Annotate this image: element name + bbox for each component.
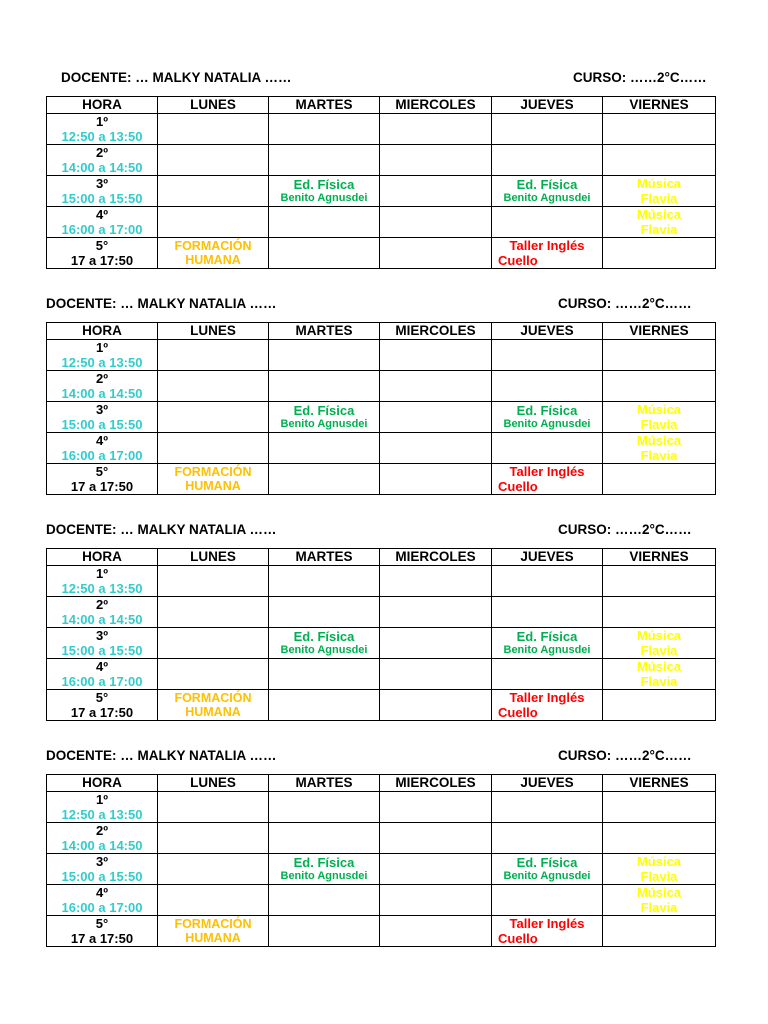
hora-time: 12:50 a 13:50 [61, 806, 143, 822]
cell-miercoles [380, 145, 492, 176]
cell-viernes [603, 690, 716, 721]
cell-lunes [158, 238, 269, 269]
cell-lunes [158, 916, 269, 947]
cell-viernes [603, 433, 716, 464]
cell-miercoles [380, 690, 492, 721]
table-row [47, 854, 716, 885]
schedule-header [46, 70, 715, 90]
table-row [47, 433, 716, 464]
hora-time: 14:00 a 14:50 [61, 837, 143, 853]
table-row [47, 176, 716, 207]
teacher-flavia: Flavia [640, 448, 678, 463]
cell-viernes [603, 659, 716, 690]
cell-miercoles [380, 371, 492, 402]
cell-viernes [603, 854, 716, 885]
cell-viernes [603, 114, 716, 145]
subject-humana: HUMANA [185, 253, 241, 267]
cell-martes [269, 628, 380, 659]
table-row [47, 885, 716, 916]
cell-jueves [492, 176, 603, 207]
teacher-cuello: Cuello [498, 705, 538, 720]
curso-label: CURSO: ……2°C…… [558, 748, 692, 763]
cell-lunes [158, 464, 269, 495]
cell-martes [269, 114, 380, 145]
cell-jueves [492, 823, 603, 854]
col-miercoles: MIERCOLES [380, 775, 492, 792]
header-row [47, 97, 716, 114]
cell-viernes [603, 238, 716, 269]
cell-miercoles [380, 854, 492, 885]
docente-label: DOCENTE: … MALKY NATALIA …… [61, 70, 292, 85]
subject-taller-ingles: Taller Inglés [509, 916, 585, 931]
cell-jueves [492, 659, 603, 690]
subject-musica: Música [636, 402, 682, 417]
table-row [47, 823, 716, 854]
col-viernes: VIERNES [603, 97, 716, 114]
schedule-block [46, 70, 715, 268]
hora-time: 16:00 a 17:00 [61, 899, 143, 915]
table-row [47, 464, 716, 495]
cell-lunes [158, 114, 269, 145]
hora-time: 15:00 a 15:50 [61, 416, 143, 432]
table-row [47, 207, 716, 238]
subject-formacion: FORMACIÓN [174, 691, 252, 705]
hora-time: 14:00 a 14:50 [61, 611, 143, 627]
hora-cell [47, 823, 158, 854]
hora-cell [47, 433, 158, 464]
schedule-table [46, 774, 716, 947]
col-jueves: JUEVES [492, 97, 603, 114]
header-row [47, 323, 716, 340]
cell-jueves [492, 464, 603, 495]
cell-martes [269, 371, 380, 402]
hora-time: 16:00 a 17:00 [61, 673, 143, 689]
hora-time: 14:00 a 14:50 [61, 385, 143, 401]
subject-ed-fisica: Ed. Física [293, 177, 355, 192]
subject-taller-ingles: Taller Inglés [509, 464, 585, 479]
subject-musica: Música [636, 628, 682, 643]
cell-lunes [158, 885, 269, 916]
hora-cell [47, 114, 158, 145]
table-row [47, 371, 716, 402]
cell-miercoles [380, 566, 492, 597]
cell-viernes [603, 628, 716, 659]
schedule-table [46, 548, 716, 721]
cell-lunes [158, 823, 269, 854]
hora-time: 17 a 17:50 [70, 930, 134, 946]
cell-miercoles [380, 176, 492, 207]
hora-cell [47, 464, 158, 495]
cell-jueves [492, 885, 603, 916]
cell-lunes [158, 597, 269, 628]
subject-formacion: FORMACIÓN [174, 917, 252, 931]
cell-jueves [492, 433, 603, 464]
cell-miercoles [380, 114, 492, 145]
hora-time: 17 a 17:50 [70, 478, 134, 494]
cell-lunes [158, 659, 269, 690]
hora-time: 16:00 a 17:00 [61, 221, 143, 237]
table-row [47, 340, 716, 371]
curso-label: CURSO: ……2°C…… [558, 522, 692, 537]
col-jueves: JUEVES [492, 549, 603, 566]
hora-cell [47, 597, 158, 628]
col-jueves: JUEVES [492, 323, 603, 340]
hora-time: 12:50 a 13:50 [61, 580, 143, 596]
hora-cell [47, 238, 158, 269]
cell-martes [269, 238, 380, 269]
cell-lunes [158, 433, 269, 464]
teacher-benito: Benito Agnusdei [503, 870, 591, 882]
cell-martes [269, 340, 380, 371]
cell-viernes [603, 792, 716, 823]
hora-number: 1º [96, 113, 108, 129]
cell-martes [269, 885, 380, 916]
subject-ed-fisica: Ed. Física [516, 629, 578, 644]
cell-lunes [158, 207, 269, 238]
schedule-table [46, 96, 716, 269]
subject-ed-fisica: Ed. Física [293, 629, 355, 644]
cell-viernes [603, 371, 716, 402]
cell-viernes [603, 145, 716, 176]
cell-lunes [158, 371, 269, 402]
curso-label: CURSO: ……2°C…… [573, 70, 707, 85]
col-lunes: LUNES [158, 323, 269, 340]
col-hora: HORA [47, 97, 158, 114]
table-row [47, 238, 716, 269]
subject-taller-ingles: Taller Inglés [509, 690, 585, 705]
cell-miercoles [380, 238, 492, 269]
subject-formacion: FORMACIÓN [174, 239, 252, 253]
hora-number: 5° [95, 915, 109, 931]
curso-label: CURSO: ……2°C…… [558, 296, 692, 311]
hora-number: 2º [96, 370, 108, 386]
teacher-benito: Benito Agnusdei [503, 644, 591, 656]
cell-miercoles [380, 792, 492, 823]
cell-lunes [158, 792, 269, 823]
cell-martes [269, 597, 380, 628]
cell-viernes [603, 402, 716, 433]
cell-lunes [158, 145, 269, 176]
cell-jueves [492, 371, 603, 402]
hora-cell [47, 628, 158, 659]
teacher-benito: Benito Agnusdei [280, 418, 368, 430]
schedule-header [46, 296, 715, 316]
col-martes: MARTES [269, 323, 380, 340]
cell-martes [269, 464, 380, 495]
schedule-header [46, 522, 715, 542]
col-miercoles: MIERCOLES [380, 97, 492, 114]
table-row [47, 792, 716, 823]
cell-miercoles [380, 207, 492, 238]
cell-miercoles [380, 597, 492, 628]
hora-cell [47, 566, 158, 597]
cell-viernes [603, 176, 716, 207]
hora-cell [47, 885, 158, 916]
cell-jueves [492, 566, 603, 597]
cell-miercoles [380, 916, 492, 947]
cell-martes [269, 823, 380, 854]
teacher-flavia: Flavia [640, 222, 678, 237]
hora-number: 1º [96, 791, 108, 807]
cell-jueves [492, 114, 603, 145]
teacher-benito: Benito Agnusdei [503, 418, 591, 430]
col-martes: MARTES [269, 97, 380, 114]
cell-viernes [603, 597, 716, 628]
hora-time: 14:00 a 14:50 [61, 159, 143, 175]
cell-miercoles [380, 433, 492, 464]
cell-jueves [492, 340, 603, 371]
schedule-header [46, 748, 715, 768]
cell-martes [269, 566, 380, 597]
hora-time: 15:00 a 15:50 [61, 868, 143, 884]
hora-number: 5° [95, 237, 109, 253]
header-row [47, 549, 716, 566]
cell-miercoles [380, 402, 492, 433]
cell-viernes [603, 566, 716, 597]
cell-viernes [603, 823, 716, 854]
subject-ed-fisica: Ed. Física [293, 403, 355, 418]
table-row [47, 659, 716, 690]
col-viernes: VIERNES [603, 549, 716, 566]
table-row [47, 145, 716, 176]
schedule-block [46, 522, 715, 720]
col-martes: MARTES [269, 549, 380, 566]
teacher-flavia: Flavia [640, 674, 678, 689]
col-miercoles: MIERCOLES [380, 549, 492, 566]
cell-lunes [158, 402, 269, 433]
cell-jueves [492, 402, 603, 433]
cell-lunes [158, 628, 269, 659]
hora-number: 1º [96, 565, 108, 581]
hora-number: 4º [96, 206, 108, 222]
subject-taller-ingles: Taller Inglés [509, 238, 585, 253]
cell-jueves [492, 854, 603, 885]
col-jueves: JUEVES [492, 775, 603, 792]
hora-number: 4º [96, 432, 108, 448]
hora-number: 3º [96, 627, 108, 643]
hora-cell [47, 340, 158, 371]
teacher-flavia: Flavia [640, 900, 678, 915]
cell-martes [269, 402, 380, 433]
table-row [47, 402, 716, 433]
subject-musica: Música [636, 176, 682, 191]
teacher-flavia: Flavia [640, 643, 678, 658]
subject-ed-fisica: Ed. Física [516, 403, 578, 418]
cell-martes [269, 176, 380, 207]
cell-martes [269, 690, 380, 721]
hora-time: 12:50 a 13:50 [61, 354, 143, 370]
hora-time: 17 a 17:50 [70, 704, 134, 720]
cell-martes [269, 145, 380, 176]
hora-cell [47, 792, 158, 823]
cell-miercoles [380, 464, 492, 495]
hora-cell [47, 854, 158, 885]
subject-musica: Música [636, 659, 682, 674]
col-hora: HORA [47, 775, 158, 792]
col-lunes: LUNES [158, 97, 269, 114]
schedule-block [46, 296, 715, 494]
cell-viernes [603, 340, 716, 371]
cell-lunes [158, 340, 269, 371]
teacher-flavia: Flavia [640, 869, 678, 884]
subject-humana: HUMANA [185, 479, 241, 493]
hora-cell [47, 176, 158, 207]
cell-jueves [492, 207, 603, 238]
col-hora: HORA [47, 549, 158, 566]
hora-time: 16:00 a 17:00 [61, 447, 143, 463]
teacher-benito: Benito Agnusdei [280, 644, 368, 656]
hora-cell [47, 916, 158, 947]
teacher-flavia: Flavia [640, 191, 678, 206]
subject-ed-fisica: Ed. Física [516, 855, 578, 870]
hora-number: 2º [96, 596, 108, 612]
col-viernes: VIERNES [603, 323, 716, 340]
cell-jueves [492, 597, 603, 628]
header-row [47, 775, 716, 792]
teacher-benito: Benito Agnusdei [280, 192, 368, 204]
teacher-flavia: Flavia [640, 417, 678, 432]
hora-cell [47, 207, 158, 238]
cell-lunes [158, 176, 269, 207]
cell-lunes [158, 566, 269, 597]
table-row [47, 114, 716, 145]
cell-martes [269, 854, 380, 885]
subject-ed-fisica: Ed. Física [293, 855, 355, 870]
subject-ed-fisica: Ed. Física [516, 177, 578, 192]
hora-cell [47, 371, 158, 402]
col-miercoles: MIERCOLES [380, 323, 492, 340]
hora-number: 4º [96, 884, 108, 900]
cell-jueves [492, 690, 603, 721]
teacher-benito: Benito Agnusdei [280, 870, 368, 882]
docente-label: DOCENTE: … MALKY NATALIA …… [46, 296, 277, 311]
subject-musica: Música [636, 207, 682, 222]
subject-formacion: FORMACIÓN [174, 465, 252, 479]
hora-time: 15:00 a 15:50 [61, 190, 143, 206]
cell-miercoles [380, 628, 492, 659]
hora-time: 17 a 17:50 [70, 252, 134, 268]
hora-number: 5° [95, 463, 109, 479]
cell-jueves [492, 792, 603, 823]
schedule-block [46, 748, 715, 946]
cell-viernes [603, 464, 716, 495]
subject-musica: Música [636, 885, 682, 900]
table-row [47, 597, 716, 628]
cell-lunes [158, 854, 269, 885]
cell-miercoles [380, 659, 492, 690]
col-lunes: LUNES [158, 775, 269, 792]
cell-miercoles [380, 885, 492, 916]
docente-label: DOCENTE: … MALKY NATALIA …… [46, 748, 277, 763]
hora-number: 2º [96, 144, 108, 160]
subject-musica: Música [636, 854, 682, 869]
table-row [47, 628, 716, 659]
cell-viernes [603, 916, 716, 947]
teacher-cuello: Cuello [498, 479, 538, 494]
hora-number: 4º [96, 658, 108, 674]
cell-martes [269, 433, 380, 464]
cell-jueves [492, 628, 603, 659]
cell-lunes [158, 690, 269, 721]
hora-number: 2º [96, 822, 108, 838]
hora-cell [47, 402, 158, 433]
hora-cell [47, 145, 158, 176]
col-viernes: VIERNES [603, 775, 716, 792]
cell-viernes [603, 885, 716, 916]
cell-miercoles [380, 823, 492, 854]
cell-martes [269, 207, 380, 238]
cell-jueves [492, 238, 603, 269]
col-martes: MARTES [269, 775, 380, 792]
teacher-cuello: Cuello [498, 253, 538, 268]
cell-martes [269, 659, 380, 690]
table-row [47, 690, 716, 721]
table-row [47, 566, 716, 597]
hora-number: 3º [96, 853, 108, 869]
col-hora: HORA [47, 323, 158, 340]
table-row [47, 916, 716, 947]
teacher-cuello: Cuello [498, 931, 538, 946]
cell-viernes [603, 207, 716, 238]
hora-time: 15:00 a 15:50 [61, 642, 143, 658]
cell-jueves [492, 145, 603, 176]
subject-humana: HUMANA [185, 931, 241, 945]
cell-martes [269, 916, 380, 947]
docente-label: DOCENTE: … MALKY NATALIA …… [46, 522, 277, 537]
cell-martes [269, 792, 380, 823]
teacher-benito: Benito Agnusdei [503, 192, 591, 204]
hora-time: 12:50 a 13:50 [61, 128, 143, 144]
hora-cell [47, 690, 158, 721]
col-lunes: LUNES [158, 549, 269, 566]
cell-jueves [492, 916, 603, 947]
hora-number: 3º [96, 175, 108, 191]
cell-miercoles [380, 340, 492, 371]
hora-number: 3º [96, 401, 108, 417]
hora-cell [47, 659, 158, 690]
schedule-table [46, 322, 716, 495]
hora-number: 5° [95, 689, 109, 705]
subject-humana: HUMANA [185, 705, 241, 719]
hora-number: 1º [96, 339, 108, 355]
subject-musica: Música [636, 433, 682, 448]
